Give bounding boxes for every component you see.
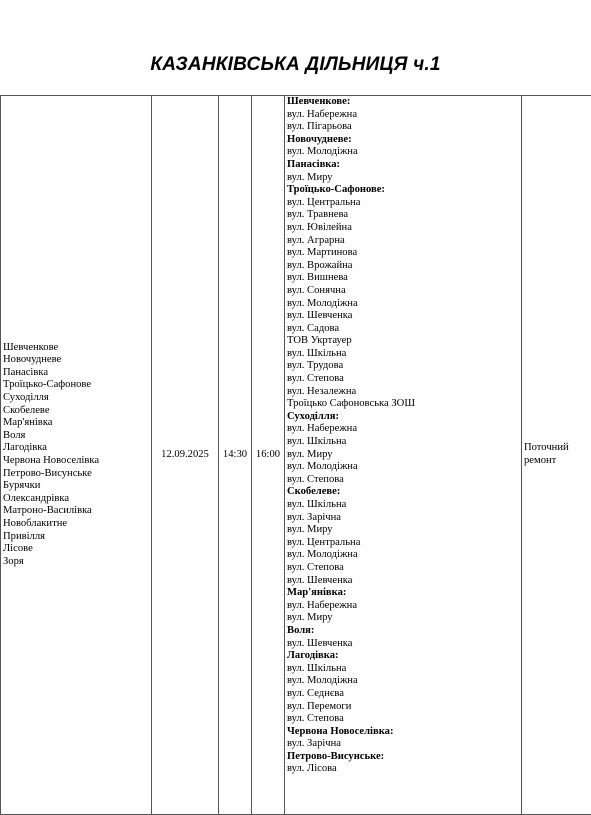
street-item: вул. Трудова [287, 360, 519, 373]
village-item: Бурячки [3, 480, 149, 493]
settlement-heading: Петрово-Висунське: [287, 751, 519, 764]
street-item: вул. Шевченка [287, 638, 519, 651]
street-item: вул. Степова [287, 474, 519, 487]
street-item: вул. Лісова [287, 763, 519, 776]
street-item: вул. Набережна [287, 423, 519, 436]
settlement-heading: Шевченкове: [287, 96, 519, 109]
street-item: вул. Степова [287, 373, 519, 386]
street-item: вул. Миру [287, 612, 519, 625]
village-item: Лісове [3, 543, 149, 556]
settlement-heading: Лагодівка: [287, 650, 519, 663]
street-item: вул. Сонячна [287, 285, 519, 298]
street-item: вул. Миру [287, 524, 519, 537]
street-item: вул. Набережна [287, 109, 519, 122]
settlement-heading: Воля: [287, 625, 519, 638]
street-item: вул. Молодіжна [287, 298, 519, 311]
village-item: Червона Новоселівка [3, 455, 149, 468]
street-item: вул. Молодіжна [287, 146, 519, 159]
street-item: вул. Степова [287, 713, 519, 726]
village-item: Шевченкове [3, 342, 149, 355]
street-item: Троїцько Сафоновська ЗОШ [287, 398, 519, 411]
street-item: вул. Молодіжна [287, 549, 519, 562]
village-item: Троїцько-Сафонове [3, 379, 149, 392]
street-item: вул. Врожайна [287, 260, 519, 273]
street-item: вул. Шкільна [287, 663, 519, 676]
date-cell: 12.09.2025 [152, 96, 219, 815]
street-item: вул. Молодіжна [287, 461, 519, 474]
addresses-list [287, 96, 519, 776]
village-item: Привілля [3, 531, 149, 544]
street-item: вул. Незалежна [287, 386, 519, 399]
street-item: вул. Садова [287, 323, 519, 336]
street-item: вул. Пігарьова [287, 121, 519, 134]
street-item: ТОВ Укртауер [287, 335, 519, 348]
street-item: вул. Шевченка [287, 575, 519, 588]
village-item: Скобелеве [3, 405, 149, 418]
settlement-heading: Скобелеве: [287, 486, 519, 499]
village-item: Петрово-Висунське [3, 468, 149, 481]
settlement-heading: Панасівка: [287, 159, 519, 172]
time-from-cell: 14:30 [219, 96, 252, 815]
street-item: вул. Центральна [287, 537, 519, 550]
villages-list [3, 342, 149, 569]
street-item: вул. Аграрна [287, 235, 519, 248]
work-type-cell: Поточний ремонт [522, 96, 591, 815]
settlement-heading: Мар'янівка: [287, 587, 519, 600]
village-item: Панасівка [3, 367, 149, 380]
settlement-heading: Троїцько-Сафонове: [287, 184, 519, 197]
street-item: вул. Седнєва [287, 688, 519, 701]
village-item: Мар'янівка [3, 417, 149, 430]
village-item: Суходілля [3, 392, 149, 405]
addresses-cell [285, 96, 522, 815]
settlement-heading: Червона Новоселівка: [287, 726, 519, 739]
street-item: вул. Зарічна [287, 738, 519, 751]
street-item: вул. Миру [287, 172, 519, 185]
village-item: Новоблакитне [3, 518, 149, 531]
villages-cell [1, 96, 152, 815]
settlement-heading: Новочудневе: [287, 134, 519, 147]
time-to-cell: 16:00 [252, 96, 285, 815]
street-item: вул. Мартинова [287, 247, 519, 260]
village-item: Новочудневе [3, 354, 149, 367]
street-item: вул. Шкільна [287, 348, 519, 361]
street-item: вул. Травнева [287, 209, 519, 222]
settlement-heading: Суходілля: [287, 411, 519, 424]
outage-schedule-table [0, 95, 591, 815]
street-item: вул. Миру [287, 449, 519, 462]
village-item: Воля [3, 430, 149, 443]
village-item: Лагодівка [3, 442, 149, 455]
village-item: Матроно-Василівка [3, 505, 149, 518]
street-item: вул. Зарічна [287, 512, 519, 525]
street-item: вул. Шкільна [287, 499, 519, 512]
village-item: Олександрівка [3, 493, 149, 506]
street-item: вул. Центральна [287, 197, 519, 210]
street-item: вул. Перемоги [287, 701, 519, 714]
street-item: вул. Вишнева [287, 272, 519, 285]
street-item: вул. Ювілейна [287, 222, 519, 235]
page-title: КАЗАНКІВСЬКА ДІЛЬНИЦЯ ч.1 [0, 54, 591, 76]
street-item: вул. Шкільна [287, 436, 519, 449]
street-item: вул. Набережна [287, 600, 519, 613]
village-item: Зоря [3, 556, 149, 569]
street-item: вул. Степова [287, 562, 519, 575]
street-item: вул. Молодіжна [287, 675, 519, 688]
street-item: вул. Шевченка [287, 310, 519, 323]
table-row [1, 96, 591, 815]
